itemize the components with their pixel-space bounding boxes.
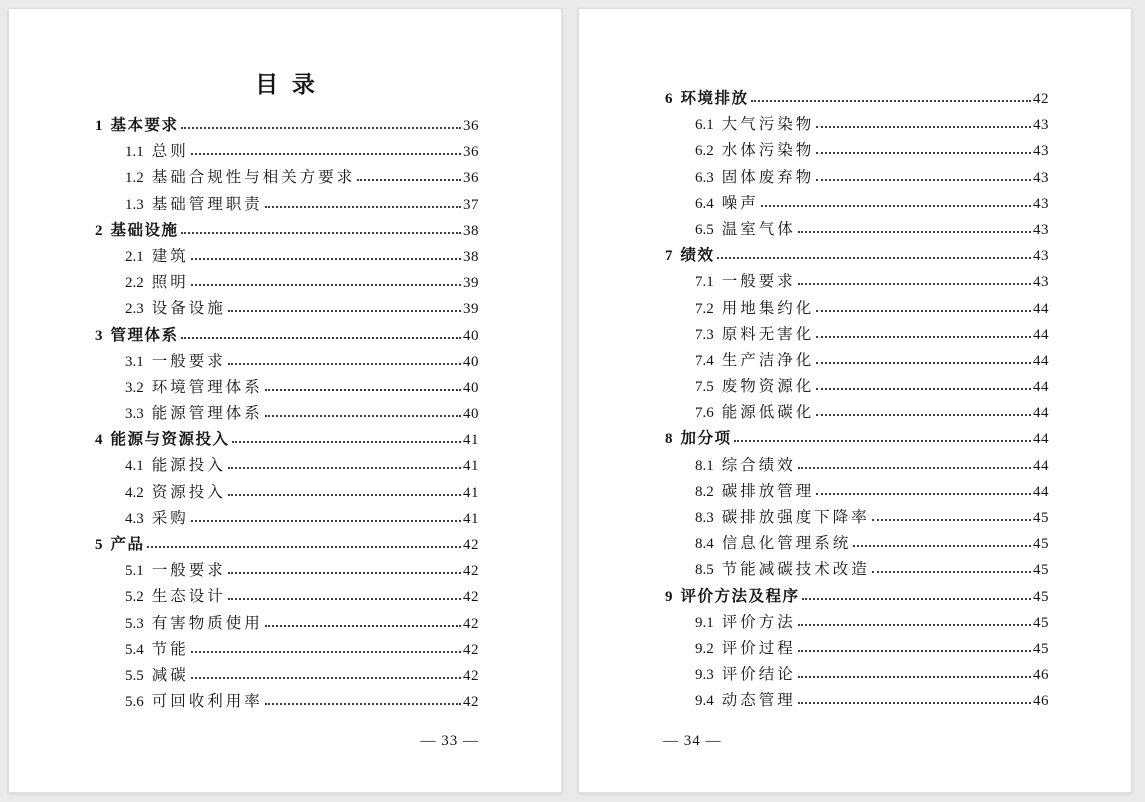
dot-leader <box>816 336 1031 338</box>
toc-entry-number: 6.1 <box>695 117 714 134</box>
toc-entry <box>95 584 479 610</box>
toc-entry-title: 基础管理职责 <box>151 195 263 213</box>
toc-entry <box>665 191 1049 217</box>
toc-entry-page-number: 43 <box>1033 169 1049 186</box>
toc-entry-number: 2.2 <box>125 275 144 292</box>
toc-entry-title: 碳排放管理 <box>721 482 815 500</box>
toc-entry-page-number: 43 <box>1033 117 1049 134</box>
dot-leader <box>798 702 1031 704</box>
dot-leader <box>265 206 461 208</box>
toc-entry-number: 1.2 <box>125 170 144 187</box>
toc-entry-page-number: 45 <box>1033 562 1049 579</box>
toc-entry-page-number: 38 <box>463 248 479 265</box>
toc-entry-title: 动态管理 <box>721 692 796 710</box>
toc-entry-number: 1 <box>95 118 103 134</box>
toc-entry-page-number: 39 <box>463 275 479 292</box>
dot-leader <box>816 126 1031 128</box>
toc-entry-number: 9.3 <box>695 667 714 684</box>
toc-entry-title: 一般要求 <box>151 352 226 370</box>
toc-entry-title: 生产洁净化 <box>721 351 815 369</box>
toc-entry-title: 设备设施 <box>151 300 226 318</box>
toc-entry <box>665 505 1049 531</box>
toc-entry <box>665 400 1049 426</box>
toc-entry-page-number: 41 <box>463 484 479 501</box>
toc-entry-title: 温室气体 <box>721 220 796 238</box>
toc-entry-number: 7.4 <box>695 352 714 369</box>
toc-entry-page-number: 43 <box>1033 274 1049 291</box>
toc-entry-title: 能源投入 <box>151 457 226 475</box>
dot-leader <box>816 310 1031 312</box>
toc-entry-page-number: 42 <box>463 615 479 632</box>
toc-entry-title: 固体废弃物 <box>721 168 815 186</box>
toc-entry <box>665 688 1049 714</box>
toc-entry-title: 水体污染物 <box>721 142 815 160</box>
toc-entry-title: 碳排放强度下降率 <box>721 509 870 526</box>
toc-entry <box>95 349 479 375</box>
toc-entry <box>95 375 479 401</box>
toc-entry-page-number: 43 <box>1033 195 1049 212</box>
toc-entry-number: 5.5 <box>125 667 144 684</box>
dot-leader <box>191 153 461 155</box>
toc-entry-title: 基础设施 <box>110 221 179 239</box>
dot-leader <box>357 179 461 181</box>
document-page-left <box>8 8 562 793</box>
toc-entry <box>665 243 1049 269</box>
toc-entry-page-number: 44 <box>1033 457 1049 474</box>
toc-entry-number: 8.5 <box>695 562 714 579</box>
toc-entry <box>665 610 1049 636</box>
toc-entry-title: 信息化管理系统 <box>721 535 852 553</box>
toc-entry-page-number: 45 <box>1033 588 1049 605</box>
toc-entry <box>95 558 479 584</box>
dot-leader <box>191 677 461 679</box>
toc-entry-title: 能源与资源投入 <box>110 431 230 449</box>
dot-leader <box>872 571 1031 573</box>
toc-entry-title: 照明 <box>151 274 189 292</box>
toc-entry-page-number: 44 <box>1033 326 1049 343</box>
dot-leader <box>191 284 461 286</box>
dot-leader <box>853 545 1031 547</box>
toc-entry-page-number: 46 <box>1033 693 1049 710</box>
toc-entry-page-number: 42 <box>463 694 479 711</box>
toc-entry-number: 5.3 <box>125 615 144 632</box>
toc-entry-number: 9.2 <box>695 640 714 657</box>
toc-list-right <box>665 86 1049 715</box>
toc-entry <box>665 112 1049 138</box>
toc-entry <box>95 663 479 689</box>
toc-entry-number: 5.1 <box>125 563 144 580</box>
dot-leader <box>147 546 461 548</box>
toc-entry-number: 8 <box>665 431 673 448</box>
toc-entry-page-number: 39 <box>463 301 479 318</box>
toc-entry-number: 5.6 <box>125 694 144 711</box>
toc-entry-page-number: 42 <box>463 563 479 580</box>
toc-entry-title: 采购 <box>151 509 189 527</box>
toc-entry-number: 7.5 <box>695 379 714 396</box>
toc-entry-title: 废物资源化 <box>721 378 815 396</box>
page-right-content <box>579 9 1131 792</box>
dot-leader <box>191 258 461 260</box>
toc-entry-title: 绩效 <box>680 247 715 265</box>
dot-leader <box>232 441 461 443</box>
toc-entry <box>665 138 1049 164</box>
toc-entry-page-number: 41 <box>463 458 479 475</box>
toc-entry-number: 7.6 <box>695 405 714 422</box>
toc-entry-page-number: 42 <box>463 589 479 606</box>
toc-entry-title: 一般要求 <box>151 562 226 580</box>
toc-entry-number: 8.4 <box>695 536 714 553</box>
toc-entry-title: 评价过程 <box>721 639 796 657</box>
toc-entry <box>665 636 1049 662</box>
toc-entry-title: 评价方法 <box>721 613 796 631</box>
dot-leader <box>228 598 461 600</box>
dot-leader <box>798 231 1031 233</box>
dot-leader <box>798 467 1031 469</box>
toc-entry-title: 一般要求 <box>721 273 796 291</box>
toc-entry-number: 5.4 <box>125 641 144 658</box>
toc-entry-page-number: 36 <box>463 118 479 134</box>
toc-entry-number: 6.4 <box>695 195 714 212</box>
toc-entry <box>665 426 1049 452</box>
toc-entry-number: 6.2 <box>695 143 714 160</box>
toc-entry-number: 6 <box>665 91 673 107</box>
toc-entry-number: 9.4 <box>695 693 714 710</box>
toc-entry-number: 2.3 <box>125 301 144 318</box>
toc-entry <box>665 584 1049 610</box>
toc-entry-page-number: 40 <box>463 379 479 396</box>
toc-entry-page-number: 42 <box>463 667 479 684</box>
toc-entry-page-number: 42 <box>463 641 479 658</box>
toc-entry <box>665 322 1049 348</box>
toc-entry-number: 8.3 <box>695 510 714 526</box>
toc-entry-page-number: 45 <box>1033 614 1049 631</box>
dot-leader <box>228 310 461 312</box>
toc-entry <box>95 218 479 244</box>
toc-entry <box>665 479 1049 505</box>
toc-entry-page-number: 45 <box>1033 510 1049 526</box>
toc-entry-page-number: 36 <box>463 144 479 161</box>
toc-entry <box>95 532 479 558</box>
page-number-footer-33: — 33 — <box>420 733 479 749</box>
toc-entry <box>95 637 479 663</box>
toc-entry-number: 2.1 <box>125 248 144 265</box>
toc-entry-number: 9 <box>665 588 673 605</box>
toc-entry-page-number: 44 <box>1033 300 1049 317</box>
toc-entry <box>665 269 1049 295</box>
dot-leader <box>265 703 461 705</box>
toc-entry-page-number: 44 <box>1033 352 1049 369</box>
toc-entry-title: 用地集约化 <box>721 299 815 317</box>
dot-leader <box>802 598 1031 600</box>
toc-entry <box>95 113 479 139</box>
dot-leader <box>265 625 461 627</box>
toc-entry-title: 节能减碳技术改造 <box>721 561 870 579</box>
dot-leader <box>228 494 461 496</box>
toc-entry <box>665 557 1049 583</box>
toc-entry-page-number: 43 <box>1033 221 1049 238</box>
toc-entry-title: 减碳 <box>151 666 189 684</box>
dot-leader <box>191 651 461 653</box>
toc-entry <box>95 480 479 506</box>
dot-leader <box>816 388 1031 390</box>
toc-entry-title: 基本要求 <box>110 117 179 134</box>
dot-leader <box>798 676 1031 678</box>
dot-leader <box>761 205 1031 207</box>
toc-entry-number: 9.1 <box>695 614 714 631</box>
dot-leader <box>265 415 461 417</box>
toc-entry-number: 5.2 <box>125 589 144 606</box>
dot-leader <box>734 440 1031 442</box>
dot-leader <box>228 467 461 469</box>
toc-entry-number: 3.1 <box>125 353 144 370</box>
toc-entry <box>665 86 1049 112</box>
toc-entry-number: 2 <box>95 222 103 239</box>
toc-entry-page-number: 45 <box>1033 536 1049 553</box>
toc-entry-number: 4.2 <box>125 484 144 501</box>
dot-leader <box>872 519 1031 521</box>
toc-entry-page-number: 44 <box>1033 379 1049 396</box>
dot-leader <box>816 493 1031 495</box>
toc-entry <box>95 192 479 218</box>
toc-entry-number: 7.1 <box>695 274 714 291</box>
toc-title: 目 录 <box>255 72 319 97</box>
toc-entry-page-number: 40 <box>463 327 479 344</box>
toc-entry-page-number: 38 <box>463 222 479 239</box>
dot-leader <box>181 337 461 339</box>
page-left-content <box>9 9 561 792</box>
toc-entry-number: 7 <box>665 248 673 265</box>
dot-leader <box>717 257 1031 259</box>
toc-entry <box>95 506 479 532</box>
toc-entry-number: 7.2 <box>695 300 714 317</box>
toc-entry-title: 环境管理体系 <box>151 378 263 396</box>
toc-entry-page-number: 43 <box>1033 143 1049 160</box>
toc-entry <box>95 139 479 165</box>
toc-entry <box>665 296 1049 322</box>
toc-entry-title: 评价方法及程序 <box>680 587 800 605</box>
toc-entry-number: 4.3 <box>125 510 144 527</box>
toc-entry-number: 4 <box>95 432 103 449</box>
toc-entry-page-number: 45 <box>1033 640 1049 657</box>
toc-entry <box>95 611 479 637</box>
toc-entry-page-number: 42 <box>1033 91 1049 107</box>
page-number-footer-34: — 34 — <box>663 733 722 749</box>
toc-entry-page-number: 42 <box>463 537 479 553</box>
toc-entry-number: 8.1 <box>695 457 714 474</box>
toc-entry-page-number: 40 <box>463 406 479 423</box>
toc-entry-page-number: 37 <box>463 196 479 213</box>
toc-entry-title: 节能 <box>151 640 189 658</box>
dot-leader <box>798 624 1031 626</box>
dot-leader <box>181 127 461 129</box>
toc-entry-page-number: 46 <box>1033 667 1049 684</box>
toc-entry-title: 加分项 <box>680 430 732 448</box>
toc-entry <box>95 270 479 296</box>
dot-leader <box>816 152 1031 154</box>
toc-entry-title: 大气污染物 <box>721 116 815 134</box>
toc-entry <box>665 453 1049 479</box>
toc-entry <box>665 348 1049 374</box>
toc-entry-title: 产品 <box>110 536 145 553</box>
toc-entry-page-number: 41 <box>463 510 479 527</box>
toc-entry <box>665 217 1049 243</box>
dot-leader <box>228 572 461 574</box>
toc-entry-number: 3.2 <box>125 379 144 396</box>
toc-entry <box>665 531 1049 557</box>
toc-entry-title: 总则 <box>151 143 189 161</box>
toc-entry <box>95 296 479 322</box>
dot-leader <box>816 414 1031 416</box>
dot-leader <box>751 100 1031 102</box>
toc-entry <box>665 165 1049 191</box>
toc-entry <box>95 401 479 427</box>
toc-entry <box>95 427 479 453</box>
dot-leader <box>816 179 1031 181</box>
toc-entry-number: 8.2 <box>695 483 714 500</box>
dot-leader <box>228 363 461 365</box>
toc-entry-number: 1.3 <box>125 196 144 213</box>
toc-entry-number: 3 <box>95 327 103 344</box>
toc-entry-page-number: 40 <box>463 353 479 370</box>
toc-entry-title: 有害物质使用 <box>151 614 263 632</box>
toc-entry-page-number: 41 <box>463 432 479 449</box>
toc-entry <box>95 165 479 191</box>
toc-entry-number: 4.1 <box>125 458 144 475</box>
dot-leader <box>798 283 1031 285</box>
toc-list-left <box>95 113 479 715</box>
toc-entry <box>95 244 479 270</box>
toc-entry-number: 6.5 <box>695 221 714 238</box>
toc-entry-title: 能源低碳化 <box>721 404 815 422</box>
toc-entry <box>95 689 479 715</box>
toc-entry-page-number: 44 <box>1033 431 1049 448</box>
toc-entry-page-number: 36 <box>463 170 479 187</box>
toc-entry-title: 噪声 <box>721 194 759 212</box>
toc-entry-page-number: 44 <box>1033 405 1049 422</box>
dot-leader <box>191 520 461 522</box>
toc-entry-page-number: 43 <box>1033 248 1049 265</box>
toc-entry-title: 综合绩效 <box>721 456 796 474</box>
toc-entry-title: 可回收利用率 <box>151 693 263 711</box>
toc-entry-title: 原料无害化 <box>721 325 815 343</box>
toc-entry-title: 建筑 <box>151 247 189 265</box>
toc-entry-number: 1.1 <box>125 144 144 161</box>
toc-entry <box>95 453 479 479</box>
toc-entry-page-number: 44 <box>1033 483 1049 500</box>
document-page-right <box>578 8 1132 793</box>
toc-entry-number: 3.3 <box>125 406 144 423</box>
toc-entry-title: 生态设计 <box>151 588 226 606</box>
toc-entry-number: 7.3 <box>695 326 714 343</box>
dot-leader <box>181 232 461 234</box>
toc-entry-title: 能源管理体系 <box>151 405 263 423</box>
toc-entry-title: 管理体系 <box>110 326 179 344</box>
dot-leader <box>265 389 461 391</box>
toc-entry-title: 评价结论 <box>721 666 796 684</box>
toc-entry-title: 基础合规性与相关方要求 <box>151 169 356 187</box>
toc-entry-number: 5 <box>95 537 103 553</box>
dot-leader <box>816 362 1031 364</box>
toc-entry-title: 环境排放 <box>680 90 749 107</box>
toc-entry <box>665 662 1049 688</box>
toc-entry <box>95 323 479 349</box>
toc-entry <box>665 374 1049 400</box>
toc-entry-title: 资源投入 <box>151 483 226 501</box>
dot-leader <box>798 650 1031 652</box>
toc-entry-number: 6.3 <box>695 169 714 186</box>
